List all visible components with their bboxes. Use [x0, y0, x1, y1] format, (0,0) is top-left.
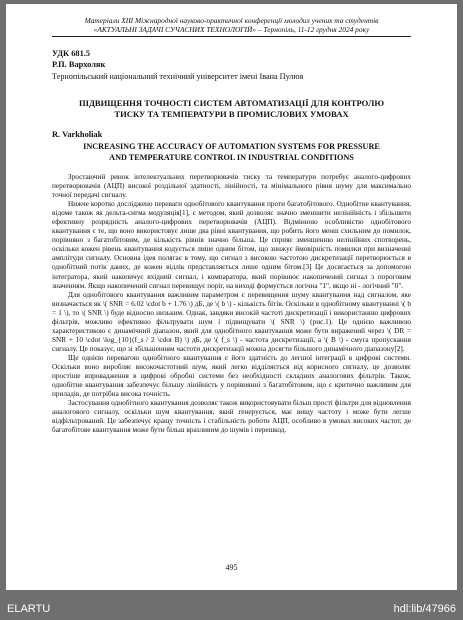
repository-label: ELARTU: [7, 603, 51, 615]
conference-header-line2: «АКТУАЛЬНІ ЗАДАЧІ СУЧАСНИХ ТЕХНОЛОГІЙ» – Тернопіль, 11-12 грудня 2024 року: [93, 25, 370, 34]
title-ua: [52, 98, 411, 120]
paragraph: Нижче коротко досліджено переваги однобітового квантування проти багатобітового. Однобітне квантування, відоме також як дельта-сигма модуляція[1], є методом, який дозволяє значно зменшити нелінійність і збільшити ефективну розрядність аналого-цифрових перетворювачів (АЦП). Відмінною особливістю однобітового квантування є те, що воно використовує лише два рівні квантування, що робить його менш схильним до помилок, порівняно з багатобітовим, де кількість рівнів значно більша. Це сприяє зменшенню нелінійних спотворень, оскільки кожен рівень квантування кодується лише одним бітом, що знижує ймовірність помилки при визначенні амплітуди сигналу. Основна ідея полягає в тому, що сигнал з високою частотою дискретизації перетворюється в однобітний потік даних, де кожен відлік представляється лише одним бітом.[3] Це досягається за допомогою інтегратора, який накопичує вхідний сигнал, і компаратора, який порівнює накопичений сигнал з пороговим значенням. Якщо накопичений сигнал перевищує поріг, на виході формується логічна "1", якщо ні - логічний "0".: [52, 200, 411, 290]
paragraph: Зростаючий ринок інтелектуальних перетворювачів тиску та температури потребує аналого-цифрових перетворювачів (АЦП) високої роздільної здатності, лінійності, та мінімального рівня шуму для максимально точної передачі сигналу.: [52, 173, 411, 200]
handle-label: hdl:lib/47966: [393, 603, 456, 615]
title-en: [52, 142, 411, 163]
author-en: R. Varkholiak: [52, 130, 103, 139]
header-divider: [52, 36, 411, 37]
title-en-line1: INCREASING THE ACCURACY OF AUTOMATION SYSTEMS FOR PRESSURE: [83, 142, 380, 151]
title-en-line2: AND TEMPERATURE CONTROL IN INDUSTRIAL CONDITIONS: [109, 152, 354, 162]
paper-page: [6, 4, 457, 590]
title-ua-line1: ПІДВИЩЕННЯ ТОЧНОСТІ СИСТЕМ АВТОМАТИЗАЦІЇ ДЛЯ КОНТРОЛЮ: [78, 98, 385, 108]
author-ua: Р.П. Вархоляк: [52, 60, 106, 69]
page-number: 495: [225, 563, 238, 572]
conference-header: [52, 16, 411, 34]
conference-header-line1: Матеріали XIII Міжнародної науково-практичної конференції молодих учених та студентів: [84, 16, 379, 25]
paragraph: Застосування однобітного квантування дозволяє також використовувати більш прості фільтри для відновлення аналогового сигналу, оскільки шум квантування, який генерується, має вищу частоту і може бути легше відфільтрований. Це забезпечує кращу точність і стабільність роботи АЦП, особливо в умовах високих частот, де багатобітове квантування може бути більш вразливим до шумів і перешкод.: [52, 399, 411, 435]
udk-code: УДК 681.5: [52, 49, 91, 58]
body-text: [52, 173, 411, 435]
affiliation: Тернопільський національний технічний університет імені Івана Пулюя: [52, 72, 304, 81]
paragraph: Для однобітового квантування важливим параметром є перевищення шуму квантування над сигналом, яке визначається як \( SNR = 6.02 \cdot b + 1.76 \) дБ, де \( b \) - кількість бітів. Оскільки в однобітному квантуванні \( b = 1 \), то \( SNR \) буде відносно низьким. Однак, завдяки високій частоті дискретизації і використанню цифрових фільтрів, можливо ефективно фільтрувати шум і підвищувати \( SNR \) (рис.1). Це однією важливою характеристикою є динамічний діапазон, який для однобітного квантування може бути виражений через \( DR = SNR + 10 \cdot \log_{10}(f_s / 2 \cdot B) \) дБ, де \( f_s \) - частота дискретизації, а \( B \) - смуга пропускання сигналу. Це показує, що зі збільшенням частоти дискретизації можна досягти більшого динамічного діапазону[2].: [52, 290, 411, 353]
title-ua-line2: ТИСКУ ТА ТЕМПЕРАТУРИ В ПРОМИСЛОВИХ УМОВАХ: [114, 109, 349, 119]
paragraph: Ще однією перевагою однобітного квантування є його здатність до легшої інтеграції в цифрові системи. Оскільки воно виробляє високочастотний шум, який легко відділяється від корисного сигналу, це дозволяє простіше впровадження в цифрові обробні системи без необхідності складних аналогових фільтрів. Також, однобітне квантування забезпечує більшу лінійність у порівнянні з багатобітовим, що є критично важливим для приладів, де потрібна висока точність.: [52, 353, 411, 399]
